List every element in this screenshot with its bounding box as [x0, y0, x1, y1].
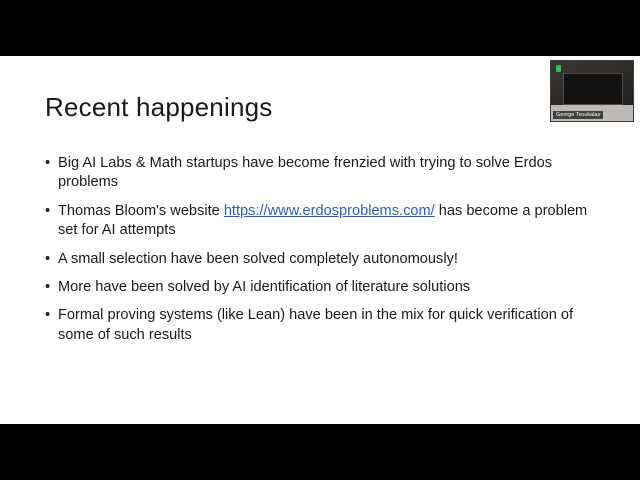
text-run: Thomas Bloom's website: [58, 202, 224, 219]
hyperlink[interactable]: https://www.erdosproblems.com/: [223, 202, 435, 219]
presentation-slide: [0, 56, 640, 424]
list-item: [45, 306, 590, 345]
list-item: [45, 154, 590, 193]
webcam-monitor-shape: [563, 73, 623, 105]
participant-name-label: George Tsoukalas: [553, 111, 603, 119]
letterbox-bar-bottom: [0, 424, 640, 480]
bullet-marker-icon: •: [45, 307, 51, 324]
bullet-marker-icon: •: [45, 279, 51, 296]
list-item-text: [58, 250, 590, 269]
text-run: Big AI Labs & Math startups have become frenzied with trying to solve Erdos problems: [58, 155, 553, 191]
list-item: [45, 202, 590, 241]
text-run: has become a problem set for AI attempts: [58, 202, 588, 239]
slide-title: Recent happenings: [45, 92, 273, 122]
list-item: [45, 250, 590, 269]
text-run: More have been solved by AI identification of literature solutions: [58, 279, 471, 296]
letterbox-bar-top: [0, 0, 640, 56]
bullet-marker-icon: •: [45, 155, 51, 171]
list-item-text: [58, 202, 590, 241]
bullet-list: [45, 154, 590, 354]
text-run: Formal proving systems (like Lean) have been in the mix for quick verification of some of such results: [58, 307, 574, 343]
bullet-marker-icon: •: [45, 250, 51, 267]
recording-indicator-icon: [556, 65, 561, 72]
bullet-marker-icon: •: [45, 202, 51, 219]
list-item-text: [58, 154, 590, 193]
list-item-text: [58, 306, 590, 345]
list-item: [45, 278, 590, 297]
text-run: A small selection have been solved completely autonomously!: [58, 250, 458, 267]
webcam-thumbnail[interactable]: [550, 60, 634, 122]
list-item-text: [58, 278, 590, 297]
